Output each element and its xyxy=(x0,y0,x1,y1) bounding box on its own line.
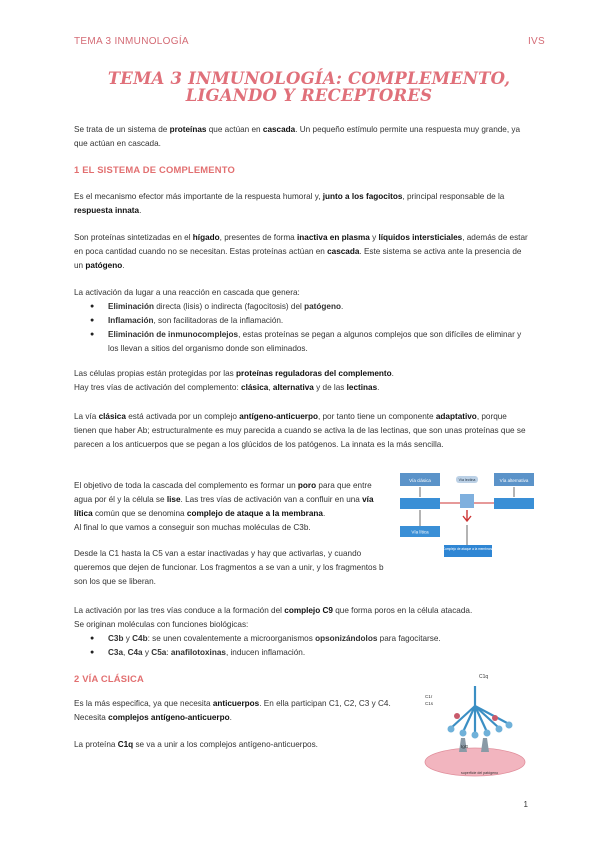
para4: Las células propias están protegidas por las proteínas reguladoras del complemento. Hay tres vías de activación del complemento: clásica, alternativa y de las lectinas. xyxy=(74,369,394,392)
section2-heading: 2 VÍA CLÁSICA xyxy=(74,673,144,684)
label-c1s: C1s xyxy=(425,701,434,706)
intro-paragraph: Se trata de un sistema de proteínas que actúan en cascada. Un pequeño estímulo permite una respuesta muy grande, ya que actúan en cascada. xyxy=(74,125,521,148)
diagram-label-classical: Vía clásica xyxy=(409,478,431,483)
list-effects xyxy=(74,300,530,356)
page-number: 1 xyxy=(523,800,528,809)
list-item: ● C3b y C4b: se unen covalentemente a microorganismos opsonizándolos para fagocitarse. xyxy=(74,632,530,646)
para7: Desde la C1 hasta la C5 van a estar inactivadas y hay que activarlas, y cuando queremos que dejen de funcionar. Los fragmentos a se van a unir, y los fragmentos b son los que se liberan. xyxy=(74,549,384,586)
para1: Es el mecanismo efector más importante de la respuesta humoral y, junto a los fagocitos, principal responsable de la respuesta innata. xyxy=(74,192,505,215)
header-left: TEMA 3 INMUNOLOGÍA xyxy=(74,36,189,47)
label-surface: superficie del patógeno xyxy=(461,771,499,775)
section1-heading: 1 EL SISTEMA DE COMPLEMENTO xyxy=(74,164,235,175)
para3: La activación da lugar a una reacción en cascada que genera: xyxy=(74,288,300,297)
c1-complex-illustration xyxy=(421,666,529,778)
label-igg: IgG xyxy=(461,744,469,749)
list-item: ● Eliminación de inmunocomplejos, estas proteínas se pegan a algunos complejos que son difíciles de eliminar y los llevan a sitios del organismo donde son eliminados. xyxy=(74,328,530,356)
c1r-subunit xyxy=(492,715,498,721)
diagram-arrow-down xyxy=(463,510,471,521)
list-item: ● Inflamación, son facilitadoras de la inflamación. xyxy=(74,314,530,328)
para2: Son proteínas sintetizadas en el hígado, presentes de forma inactiva en plasma y líquidos intersticiales, además de estar en poca cantidad cuando no se necesitan. Estas proteínas actúan en cascada. Este sistema se activa ante la presencia de un patógeno. xyxy=(74,233,528,270)
diagram-label-mac: Complejo de ataque a la membrana xyxy=(442,547,494,551)
list-item: ● Eliminación directa (lisis) o indirecta (fagocitosis) del patógeno. xyxy=(74,300,530,314)
para10: La proteína C1q se va a unir a los complejos antígeno-anticuerpos. xyxy=(74,740,318,749)
label-c1q: C1q xyxy=(479,674,489,680)
para5: La vía clásica está activada por un complejo antígeno-anticuerpo, por tanto tiene un componente adaptativo, porque tienen que haber Ab; estructuralmente es muy parecida a cuando se activa la de las lectinas, que son unas proteínas que se parecen a los anticuerpos que se pegan a los glúcidos de los patógenos. La innata es la más sencilla. xyxy=(74,412,526,449)
para8: La activación por las tres vías conduce a la formación del complejo C9 que forma poros en la célula atacada. Se originan moléculas con funciones biológicas: xyxy=(74,606,473,629)
c1q-heads xyxy=(448,722,513,739)
complement-pathways-diagram xyxy=(398,470,538,560)
label-c1r: C1r xyxy=(425,694,433,699)
list-item: ● C3a, C4a y C5a: anafilotoxinas, inducen inflamación. xyxy=(74,646,530,660)
diagram-label-alternative: Vía alternativa xyxy=(499,478,529,483)
diagram-box-convertase xyxy=(460,494,474,508)
header-right: IVS xyxy=(527,36,545,47)
para9: Es la más especifica, ya que necesita anticuerpos. En ella participan C1, C2, C3 y C4. Necesita complejos antígeno-anticuerpo. xyxy=(74,699,391,722)
diagram-label-lectin: Vía lectina xyxy=(458,478,476,482)
list-functions xyxy=(74,632,530,660)
diagram-box-c3 xyxy=(400,498,440,509)
diagram-box-c3-alt xyxy=(494,498,534,509)
c1s-subunit xyxy=(454,713,460,719)
diagram-label-lytic: Vía lítica xyxy=(411,529,429,535)
page-title: TEMA 3 INMUNOLOGÍA: COMPLEMENTO, LIGANDO Y RECEPTORES xyxy=(107,69,511,105)
para6: El objetivo de toda la cascada del complemento es formar un poro para que entre agua por él y la célula se lise. Las tres vías de activación van a confluir en una vía lítica común que se denomina complejo de ataque a la membrana. Al final lo que vamos a conseguir son muchas moléculas de C3b. xyxy=(74,481,374,532)
